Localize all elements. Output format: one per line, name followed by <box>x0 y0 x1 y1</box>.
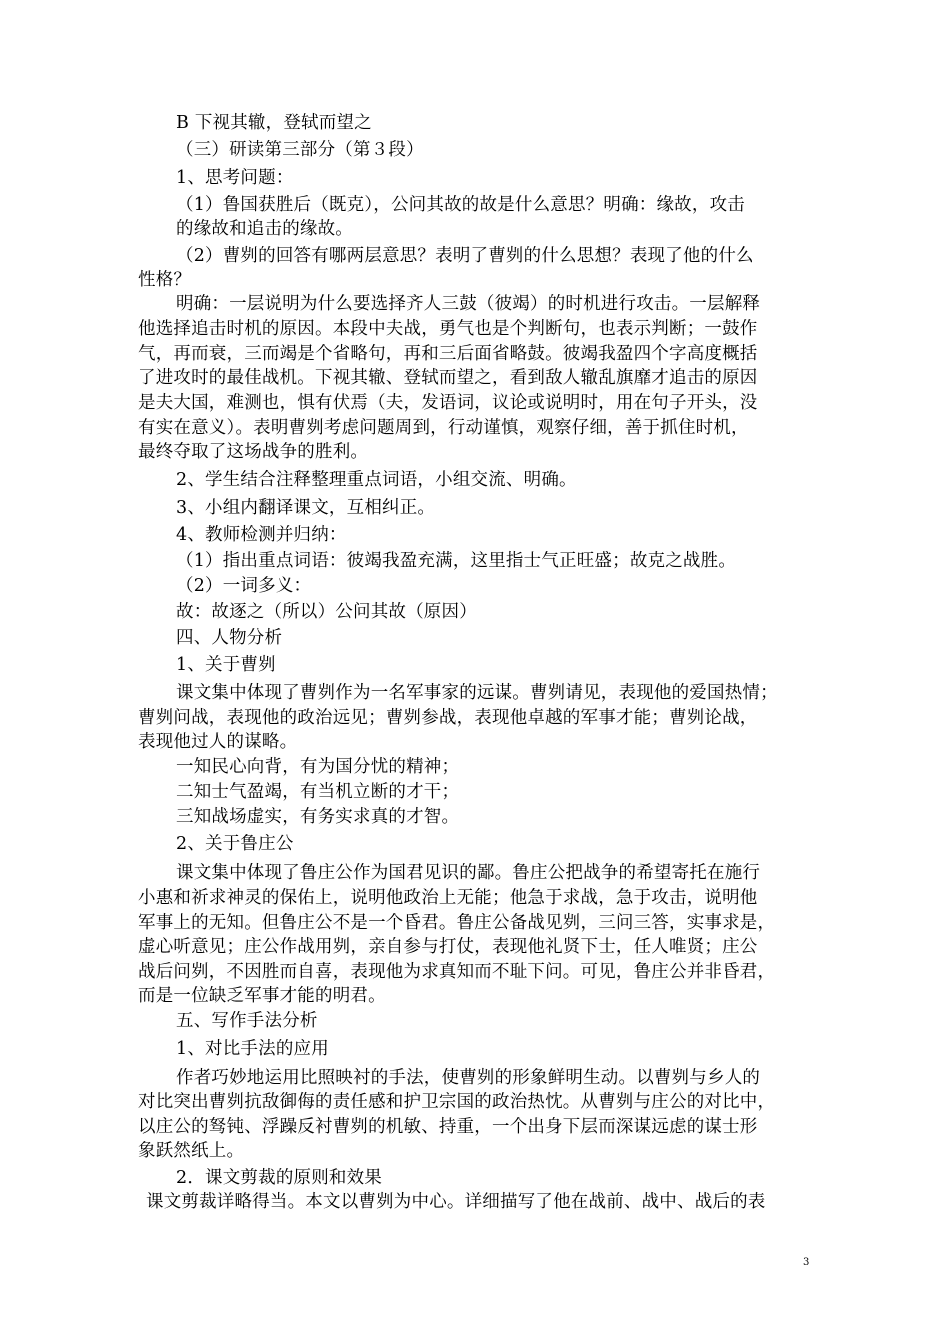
text-line: 1、对比手法的应用 <box>176 1039 329 1059</box>
text-line: 小惠和祈求神灵的保佑上，说明他政治上无能；他急于求战，急于攻击，说明他 <box>138 888 758 908</box>
text-line: （1）指出重点词语：彼竭我盈充满，这里指士气正旺盛；故克之战胜。 <box>176 551 737 571</box>
page-number: 3 <box>803 1257 810 1268</box>
text-line: 最终夺取了这场战争的胜利。 <box>138 442 369 462</box>
text-line: 五、写作手法分析 <box>176 1011 318 1031</box>
text-line: 而是一位缺乏军事才能的明君。 <box>138 986 386 1006</box>
text-line: 曹刿问战，表现他的政治远见；曹刿参战，表现他卓越的军事才能；曹刿论战， <box>138 708 758 728</box>
text-line: 2、学生结合注释整理重点词语，小组交流、明确。 <box>176 470 577 490</box>
text-line: 1、思考问题： <box>176 168 294 188</box>
text-line: 的缘故和追击的缘故。 <box>176 219 353 239</box>
text-line: 虚心听意见；庄公作战用刿，亲自参与打仗，表现他礼贤下士，任人唯贤；庄公 <box>138 937 758 957</box>
text-line: 表现他过人的谋略。 <box>138 732 298 752</box>
text-line: 2、关于鲁庄公 <box>176 834 294 854</box>
text-line: 以庄公的驽钝、浮躁反衬曹刿的机敏、持重，一个出身下层而深谋远虑的谋士形 <box>138 1117 758 1137</box>
text-line: 课文集中体现了曹刿作为一名军事家的远谋。曹刿请见，表现他的爱国热情； <box>176 683 778 703</box>
text-line: （1）鲁国获胜后（既克），公问其故的故是什么意思？明确：缘故，攻击 <box>176 195 745 215</box>
text-line: B 下视其辙，登轼而望之 <box>176 113 372 133</box>
text-line: 对比突出曹刿抗敌御侮的责任感和护卫宗国的政治热忱。从曹刿与庄公的对比中， <box>138 1092 776 1112</box>
text-line: 象跃然纸上。 <box>138 1141 245 1161</box>
text-line: （三）研读第三部分（第３段） <box>176 140 424 160</box>
text-line: 战后问刿，不因胜而自喜，表现他为求真知而不耻下问。可见，鲁庄公并非昏君， <box>138 962 776 982</box>
text-line: 明确：一层说明为什么要选择齐人三鼓（彼竭）的时机进行攻击。一层解释 <box>176 294 761 314</box>
text-line: 课文剪裁详略得当。本文以曹刿为中心。详细描写了他在战前、战中、战后的表 <box>146 1192 766 1212</box>
text-line: 他选择追击时机的原因。本段中夫战，勇气也是个判断句，也表示判断；一鼓作 <box>138 319 758 339</box>
text-line: 气，再而衰，三而竭是个省略句，再和三后面省略鼓。彼竭我盈四个字高度概括 <box>138 344 758 364</box>
text-line: 是夫大国，难测也，惧有伏焉（夫，发语词，议论或说明时，用在句子开头，没 <box>138 393 758 413</box>
text-line: 4、教师检测并归纳： <box>176 525 347 545</box>
text-line: 性格？ <box>138 270 192 290</box>
text-line: 1、关于曹刿 <box>176 655 276 675</box>
text-line: 三知战场虚实，有务实求真的才智。 <box>176 807 460 827</box>
text-line: 课文集中体现了鲁庄公作为国君见识的鄙。鲁庄公把战争的希望寄托在施行 <box>176 863 761 883</box>
text-line: 四、人物分析 <box>176 628 283 648</box>
text-line: 一知民心向背，有为国分忧的精神； <box>176 757 460 777</box>
text-line: 3、小组内翻译课文，互相纠正。 <box>176 498 436 518</box>
text-line: （2）曹刿的回答有哪两层意思？表明了曹刿的什么思想？表现了他的什么 <box>176 246 754 266</box>
text-line: 了进攻时的最佳战机。下视其辙、登轼而望之，看到敌人辙乱旗靡才追击的原因 <box>138 368 758 388</box>
text-line: 故：故逐之（所以）公问其故（原因） <box>176 602 477 622</box>
text-line: 2．课文剪裁的原则和效果 <box>176 1168 383 1188</box>
text-line: 作者巧妙地运用比照映衬的手法，使曹刿的形象鲜明生动。以曹刿与乡人的 <box>176 1068 761 1088</box>
text-line: （2）一词多义： <box>176 576 312 596</box>
text-line: 二知士气盈竭，有当机立断的才干； <box>176 782 460 802</box>
text-line: 军事上的无知。但鲁庄公不是一个昏君。鲁庄公备战见刿，三问三答，实事求是， <box>138 913 776 933</box>
text-line: 有实在意义）。表明曹刿考虑问题周到，行动谨慎，观察仔细，善于抓住时机， <box>138 418 749 438</box>
